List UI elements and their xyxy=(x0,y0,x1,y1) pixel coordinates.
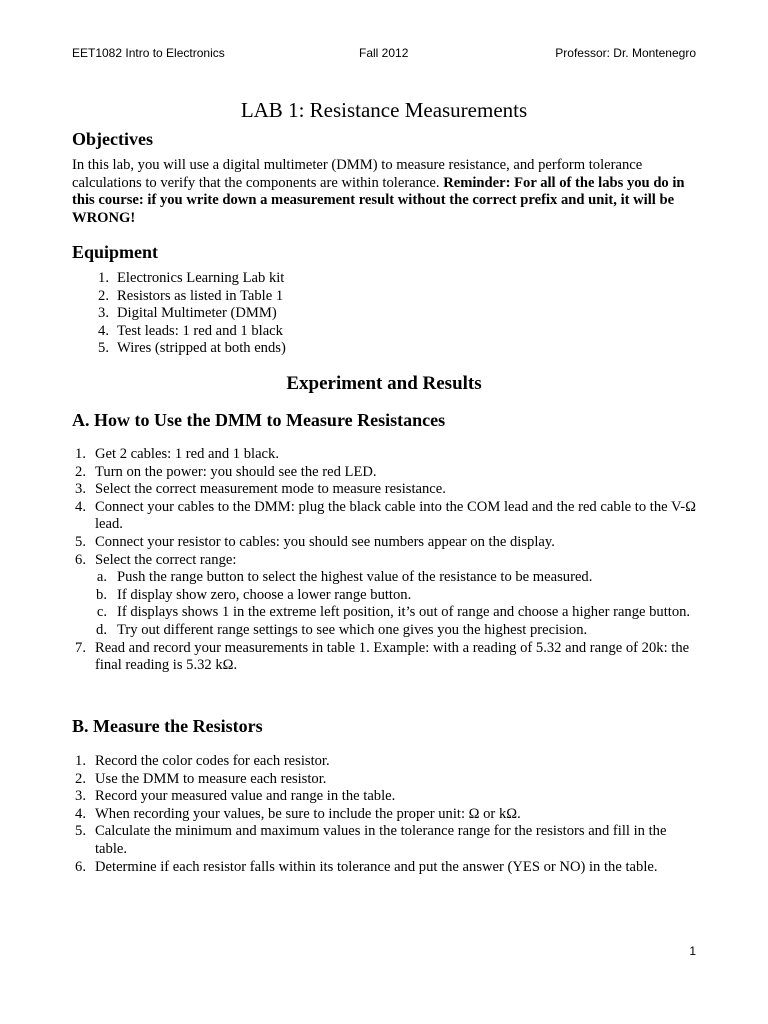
substep-item: c. If displays shows 1 in the extreme left position, it’s out of range and choose a higher range button. xyxy=(96,604,691,621)
substep-item: b. If display show zero, choose a lower range button. xyxy=(96,586,412,603)
substep-item: a. Push the range button to select the highest value of the resistance to be measured. xyxy=(96,569,593,586)
equipment-heading: Equipment xyxy=(72,242,159,262)
equipment-list xyxy=(95,270,555,358)
objectives-heading: Objectives xyxy=(72,129,153,149)
course-name: EET1082 Intro to Electronics xyxy=(72,46,225,60)
step-item: 3. Select the correct measurement mode to measure resistance. xyxy=(75,481,446,498)
step-item: 2. Use the DMM to measure each resistor. xyxy=(75,770,327,787)
step-item: 4. Connect your cables to the DMM: plug the black cable into the COM lead and the red cable to the V-Ω lead. xyxy=(75,498,696,533)
list-item: 1. Electronics Learning Lab kit xyxy=(98,270,285,286)
list-item: 5. Wires (stripped at both ends) xyxy=(98,340,286,357)
step-item: 5. Calculate the minimum and maximum values in the tolerance range for the resistors and fill in the table. xyxy=(75,823,667,857)
step-item: 6. Select the correct range: a. Push the range button to select the highest value of the resistance to be measured. b. If display show zero, choose a lower range button. c. If displays shows 1 in the extreme left position, it’s out of range and choose a higher range button. d. Try out different range settings to see which one gives you the highest precision. xyxy=(72,552,700,640)
objectives-text: In this lab, you will use a digital multimeter (DMM) to measure resistance, and perform tolerance calculations to verify that the components are within tolerance. xyxy=(72,157,643,191)
list-item: 4. Test leads: 1 red and 1 black xyxy=(98,322,283,339)
section-b-heading: B. Measure the Resistors xyxy=(72,716,263,736)
step-item: 4. When recording your values, be sure to include the proper unit: Ω or kΩ. xyxy=(75,805,521,822)
step-item: 7. Read and record your measurements in table 1. Example: with a reading of 5.32 and range of 20k: the final reading is 5.32 kΩ. xyxy=(75,639,690,674)
page-header xyxy=(72,46,696,64)
step-item: 6. Determine if each resistor falls within its tolerance and put the answer (YES or NO) in the table. xyxy=(75,858,658,875)
reminder-text: Reminder: For all of the labs you do in this course: if you write down a measurement result without the correct prefix and unit, it will be WRONG! xyxy=(72,174,685,226)
section-b-steps xyxy=(72,753,700,876)
section-a-heading: A. How to Use the DMM to Measure Resistances xyxy=(72,410,446,430)
step-item: 1. Record the color codes for each resistor. xyxy=(75,753,330,769)
experiment-heading: Experiment and Results xyxy=(286,373,482,394)
step-item: 1. Get 2 cables: 1 red and 1 black. xyxy=(75,446,279,462)
page-number: 1 xyxy=(689,944,696,958)
list-item: 3. Digital Multimeter (DMM) xyxy=(98,305,277,322)
list-item: 2. Resistors as listed in Table 1 xyxy=(98,287,284,304)
document-title: LAB 1: Resistance Measurements xyxy=(240,98,528,122)
professor-name: Professor: Dr. Montenegro xyxy=(555,46,696,60)
range-substeps xyxy=(95,569,700,639)
objectives-paragraph xyxy=(72,157,700,227)
step-item: 5. Connect your resistor to cables: you should see numbers appear on the display. xyxy=(75,533,555,550)
step-item: 3. Record your measured value and range in the table. xyxy=(75,788,396,805)
substep-item: d. Try out different range settings to see which one gives you the highest precision. xyxy=(96,621,588,638)
step-item: 2. Turn on the power: you should see the red LED. xyxy=(75,463,377,480)
term: Fall 2012 xyxy=(359,46,409,60)
section-a-steps xyxy=(72,446,700,675)
